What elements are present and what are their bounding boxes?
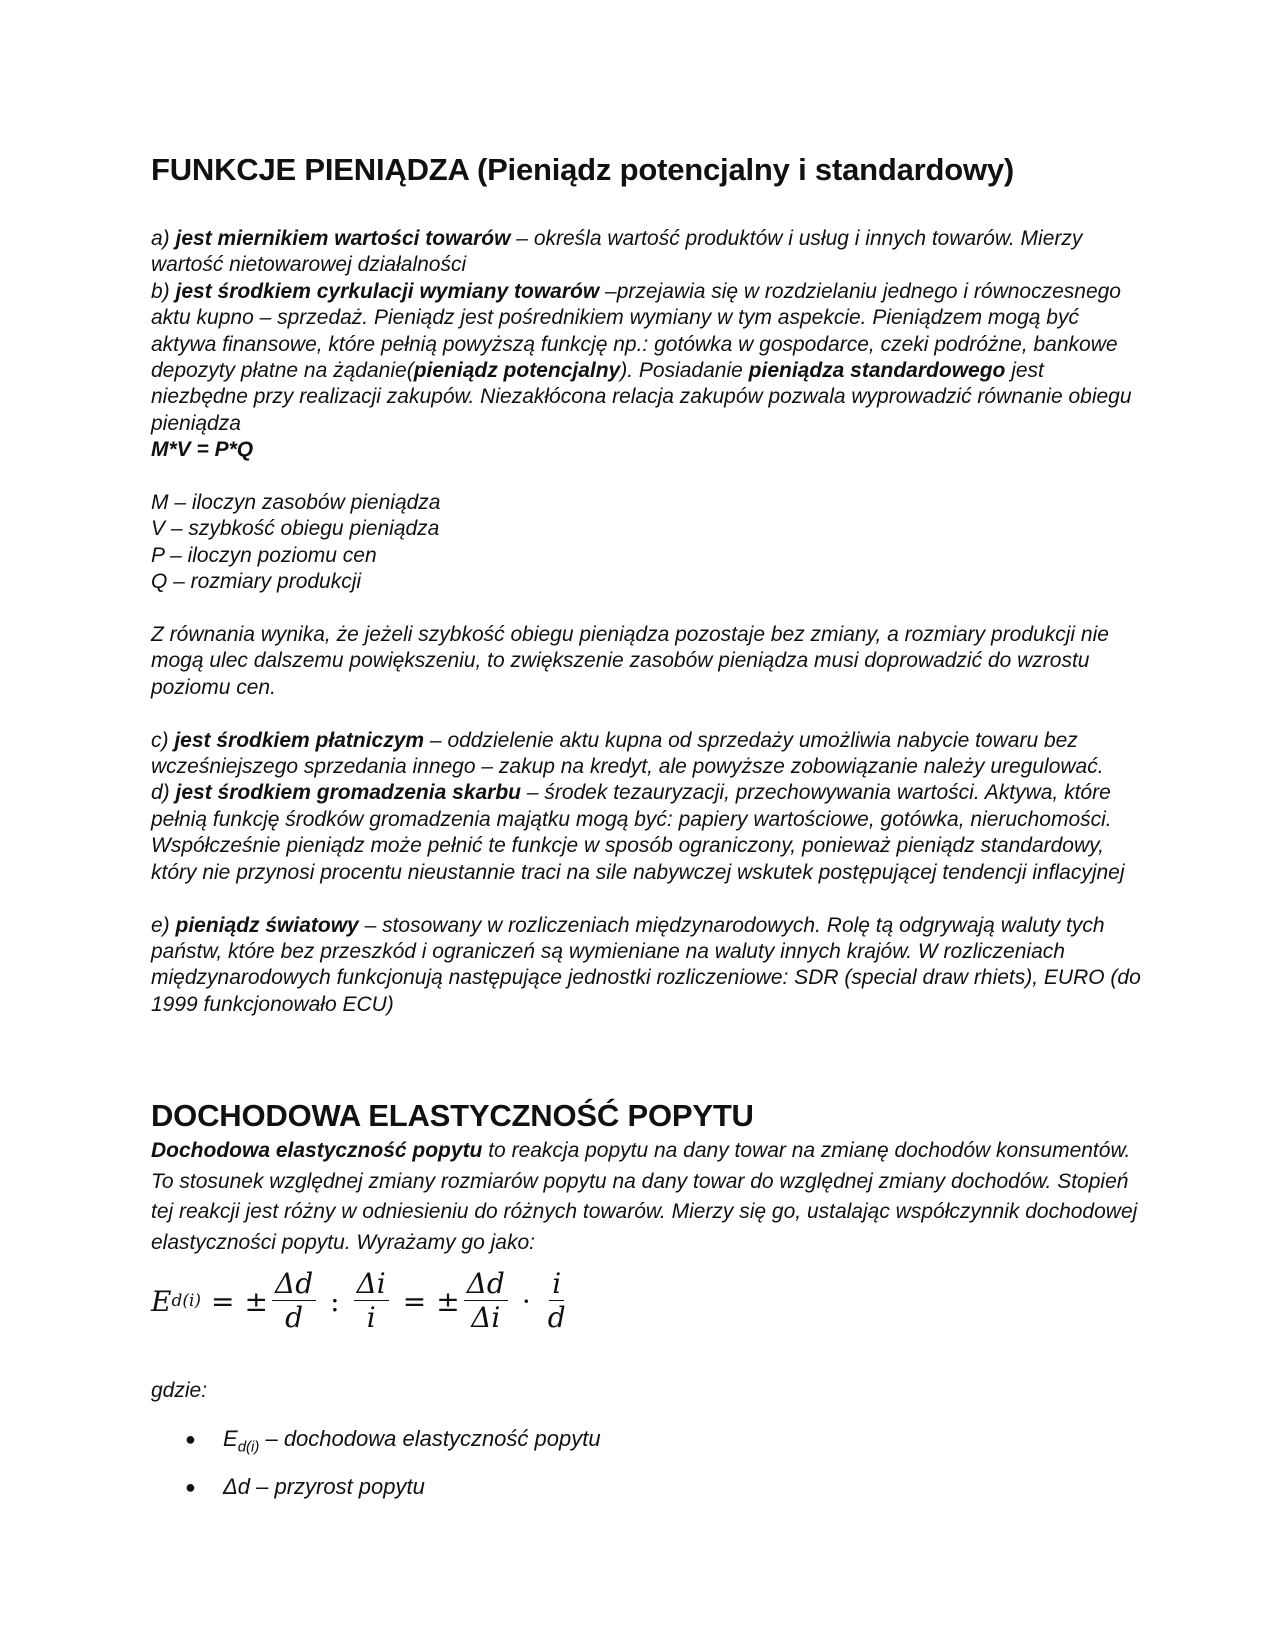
bullet-icon: ●: [185, 1476, 196, 1497]
var-q: Q – rozmiary produkcji: [151, 570, 362, 594]
section-funkcje-body: [151, 226, 1141, 1018]
formula-frac-2: $\frac{\Delta i}{i}$: [354, 1268, 389, 1335]
formula-dot: ·: [521, 1284, 531, 1318]
formula-pm-1: ±: [244, 1284, 268, 1318]
formula-colon: :: [330, 1284, 340, 1318]
paragraph-conclusion: Z równania wynika, że jeżeli szybkość obiegu pieniądza pozostaje bez zmiany, a rozmiary produkcji nie mogą ulec dalszemu powiększeniu, to zwiększenie zasobów pieniądza musi doprowadzić do wzrostu poziomu cen.: [151, 623, 1109, 699]
section-title-elastycznosc: DOCHODOWA ELASTYCZNOŚĆ POPYTU: [151, 1098, 754, 1133]
document-page: [151, 146, 1141, 1499]
paragraph-a: a) jest miernikiem wartości towarów – określa wartość produktów i usług i innych towarów. Mierzy wartość nietowarowej działalności: [151, 227, 1083, 277]
section-title-funkcje: FUNKCJE PIENIĄDZA (Pieniądz potencjalny i standardowy): [151, 152, 1015, 187]
formula-frac-3: $\frac{\Delta d}{\Delta i}$: [464, 1268, 508, 1335]
bullet-icon: ●: [185, 1428, 196, 1449]
formula-pm-2: ±: [436, 1284, 460, 1318]
var-m: M – iloczyn zasobów pieniądza: [151, 491, 441, 515]
formula-frac-4: $\frac{i}{d}$: [547, 1266, 566, 1334]
label-gdzie: gdzie:: [151, 1379, 208, 1402]
paragraph-c: c) jest środkiem płatniczym – oddzielenie aktu kupna od sprzedaży umożliwia nabycie towaru bez wcześniejszego sprzedania innego – zakup na kredyt, ale powyższe zobowiązanie należy uregulować.: [151, 728, 1104, 779]
paragraph-e: e) pieniądz światowy – stosowany w rozliczeniach międzynarodowych. Rolę tą odgrywają waluty tych państw, które bez przeszkód i ograniczeń są wymieniane na waluty innych krajów. W rozliczeniach międzynarodowych funkcjonują następujące jednostki rozliczeniowe: SDR (special draw rhiets), EURO (do 1999 funkcjonowało ECU): [151, 913, 1141, 1016]
paragraph-intro: Dochodowa elastyczność popytu to reakcja popytu na dany towar na zmianę dochodów konsumentów. To stosunek względnej zmiany rozmiarów popytu na dany towar do względnej zmiany dochodów. Stopień tej reakcji jest różny w odniesieniu do różnych towarów. Mierzy się go, ustalając współczynnik dochodowej elastyczności popytu. Wyrażamy go jako:: [151, 1139, 1138, 1254]
equation-mvpq: M*V = P*Q: [151, 438, 254, 462]
list-item: ● $E_{d(i)}$ – dochodowa elastyczność popytu: [151, 1419, 1141, 1467]
var-p: P – iloczyn poziomu cen: [151, 543, 377, 567]
formula-lhs: E: [151, 1284, 172, 1318]
paragraph-d: d) jest środkiem gromadzenia skarbu – środek tezauryzacji, przechowywania wartości. Aktywa, które pełnią funkcję środków gromadzenia majątku mogą być: papiery wartościowe, gotówka, nieruchomości. Współcześnie pieniądz może pełnić te funkcje w sposób ograniczony, ponieważ pieniądz standardowy, który nie przynosi procentu nieustannie traci na sile nabywczej wskutek postępującej tendencji inflacyjnej: [151, 781, 1125, 884]
formula-lhs-sub: d(i): [171, 1291, 202, 1311]
elasticity-formula: [151, 1266, 1141, 1336]
formula-eq-1: =: [211, 1284, 235, 1318]
formula-frac-1: $\frac{\Delta d}{d}$: [272, 1268, 316, 1335]
paragraph-b: b) jest środkiem cyrkulacji wymiany towarów –przejawia się w rozdzielaniu jednego i równoczesnego aktu kupno – sprzedaż. Pieniądz jest pośrednikiem wymiany w tym aspekcie. Pieniądzem mogą być aktywa finansowe, które pełnią powyższą funkcję np.: gotówka w gospodarce, czeki podróżne, bankowe depozyty płatne na żądanie(pieniądz potencjalny). Posiadanie pieniądza standardowego jest niezbędne przy realizacji zakupów. Niezakłócona relacja zakupów pozwala wyprowadzić równanie obiegu pieniądza: [151, 279, 1132, 435]
definitions-list: [151, 1419, 1141, 1507]
section-elastycznosc-body: [151, 1136, 1141, 1507]
list-item: ● Δd – przyrost popytu: [151, 1467, 1141, 1507]
var-v: V – szybkość obiegu pieniądza: [151, 517, 440, 541]
formula-eq-2: =: [402, 1284, 427, 1318]
